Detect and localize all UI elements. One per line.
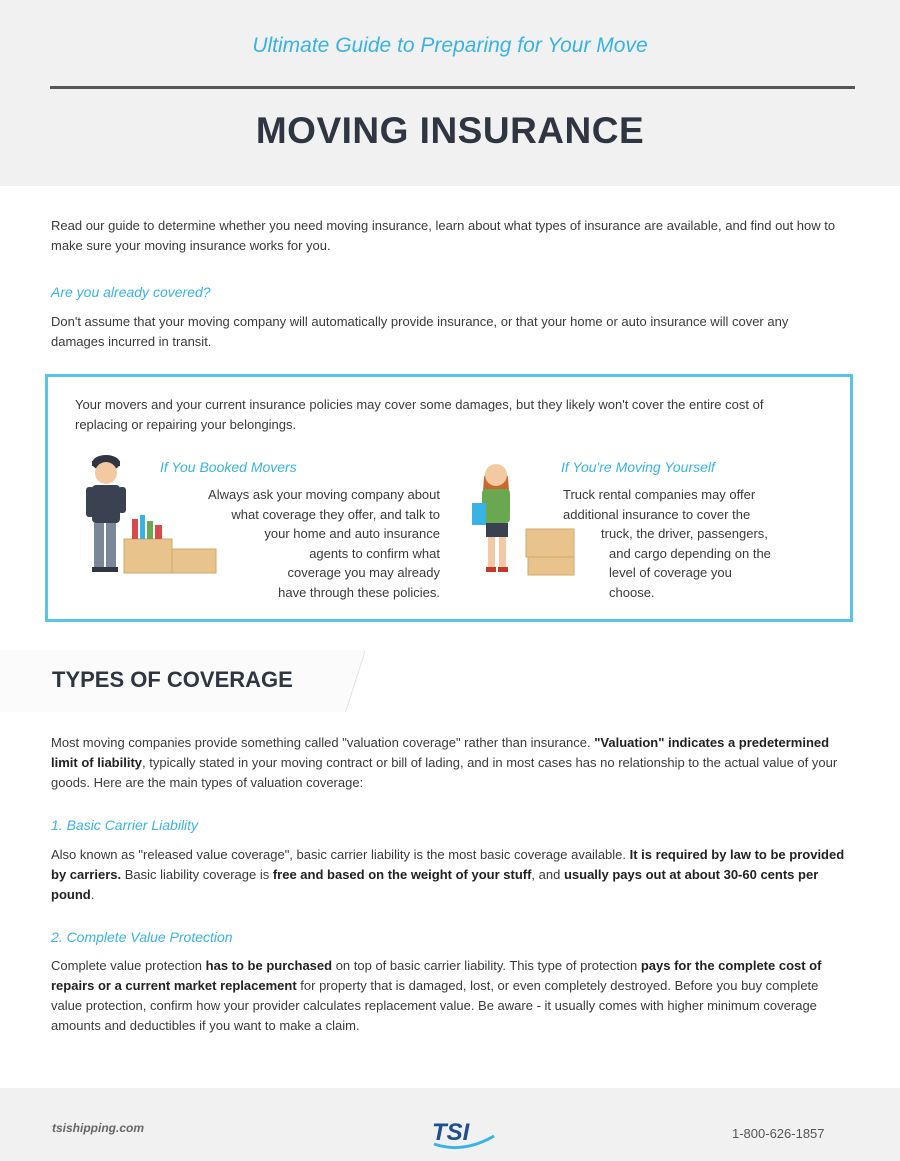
page-title: MOVING INSURANCE — [255, 110, 645, 151]
page-header — [0, 0, 900, 186]
header-divider — [50, 86, 855, 89]
basic-liability-heading: 1. Basic Carrier Liability — [51, 817, 199, 833]
complete-text: on top of basic carrier liability. This type of protection — [332, 958, 641, 973]
tsi-logo-icon — [428, 1114, 498, 1154]
complete-value-heading: 2. Complete Value Protection — [51, 929, 233, 945]
types-section-title: TYPES OF COVERAGE — [52, 667, 293, 692]
movers-heading: If You Booked Movers — [160, 459, 297, 475]
footer-website: tsishipping.com — [52, 1121, 145, 1135]
self-line: additional insurance to cover the — [563, 506, 751, 522]
movers-line: have through these policies. — [278, 584, 440, 600]
basic-text: . — [90, 887, 95, 902]
self-text — [563, 485, 823, 602]
basic-bold: free and based on the weight of your stuff — [272, 867, 532, 882]
basic-text: Basic liability coverage is — [121, 867, 273, 882]
covered-paragraph: Don't assume that your moving company will automatically provide insurance, or that your home or auto insurance will cover any damages incurred in transit. — [51, 314, 789, 349]
self-heading: If You're Moving Yourself — [561, 459, 715, 475]
intro-paragraph: Read our guide to determine whether you need moving insurance, learn about what types of insurance are available, and find out how to make sure your moving insurance works for you. — [51, 218, 836, 253]
covered-heading: Are you already covered? — [51, 284, 211, 300]
basic-text: , and — [531, 867, 564, 882]
complete-bold: pays for the complete cost of repairs or a current market replacement — [51, 958, 822, 993]
types-intro-paragraph — [51, 733, 846, 793]
types-intro-text: , typically stated in your moving contract or bill of lading, and in most cases has no relationship to the actual value of your goods. Here are the main types of valuation coverage: — [51, 755, 838, 790]
self-line: choose. — [609, 584, 655, 600]
types-intro-text: Most moving companies provide something called "valuation coverage" rather than insurance. — [51, 735, 595, 750]
tsi-logo-text: TSI — [432, 1119, 470, 1146]
types-intro-bold: "Valuation" indicates a predetermined limit of liability — [51, 735, 830, 770]
self-line: and cargo depending on the — [609, 545, 771, 561]
basic-bold: It is required by law to be provided by carriers. — [51, 847, 845, 882]
movers-line: your home and auto insurance — [264, 526, 440, 541]
movers-line: coverage you may already — [287, 565, 440, 580]
basic-text: Also known as "released value coverage", basic carrier liability is the most basic coverage available. — [51, 847, 630, 862]
movers-line: agents to confirm what — [309, 545, 440, 561]
basic-bold: usually pays out at about 30-60 cents per pound — [51, 867, 819, 902]
footer-phone: 1-800-626-1857 — [732, 1126, 825, 1141]
basic-liability-paragraph — [51, 845, 846, 905]
guide-subtitle: Ultimate Guide to Preparing for Your Move — [252, 34, 648, 57]
self-line: truck, the driver, passengers, — [601, 526, 768, 541]
callout-intro: Your movers and your current insurance policies may cover some damages, but they likely won't cover the entire cost of replacing or repairing your belongings. — [75, 397, 764, 432]
complete-text: Complete value protection — [51, 958, 206, 973]
complete-bold: has to be purchased — [205, 958, 333, 973]
movers-text — [155, 485, 440, 602]
self-line: Truck rental companies may offer — [563, 487, 756, 502]
movers-line: Always ask your moving company about — [208, 487, 440, 502]
self-line: level of coverage you — [609, 565, 732, 580]
movers-line: what coverage they offer, and talk to — [231, 506, 440, 522]
complete-text: for property that is damaged, lost, or even completely destroyed. Before you buy complete value protection, confirm how your provider calculates replacement value. Be aware - it usually comes with higher minimum coverage amounts and deductibles if you want to make a claim. — [51, 978, 819, 1033]
complete-value-paragraph — [51, 956, 846, 1036]
callout-box — [45, 374, 853, 622]
